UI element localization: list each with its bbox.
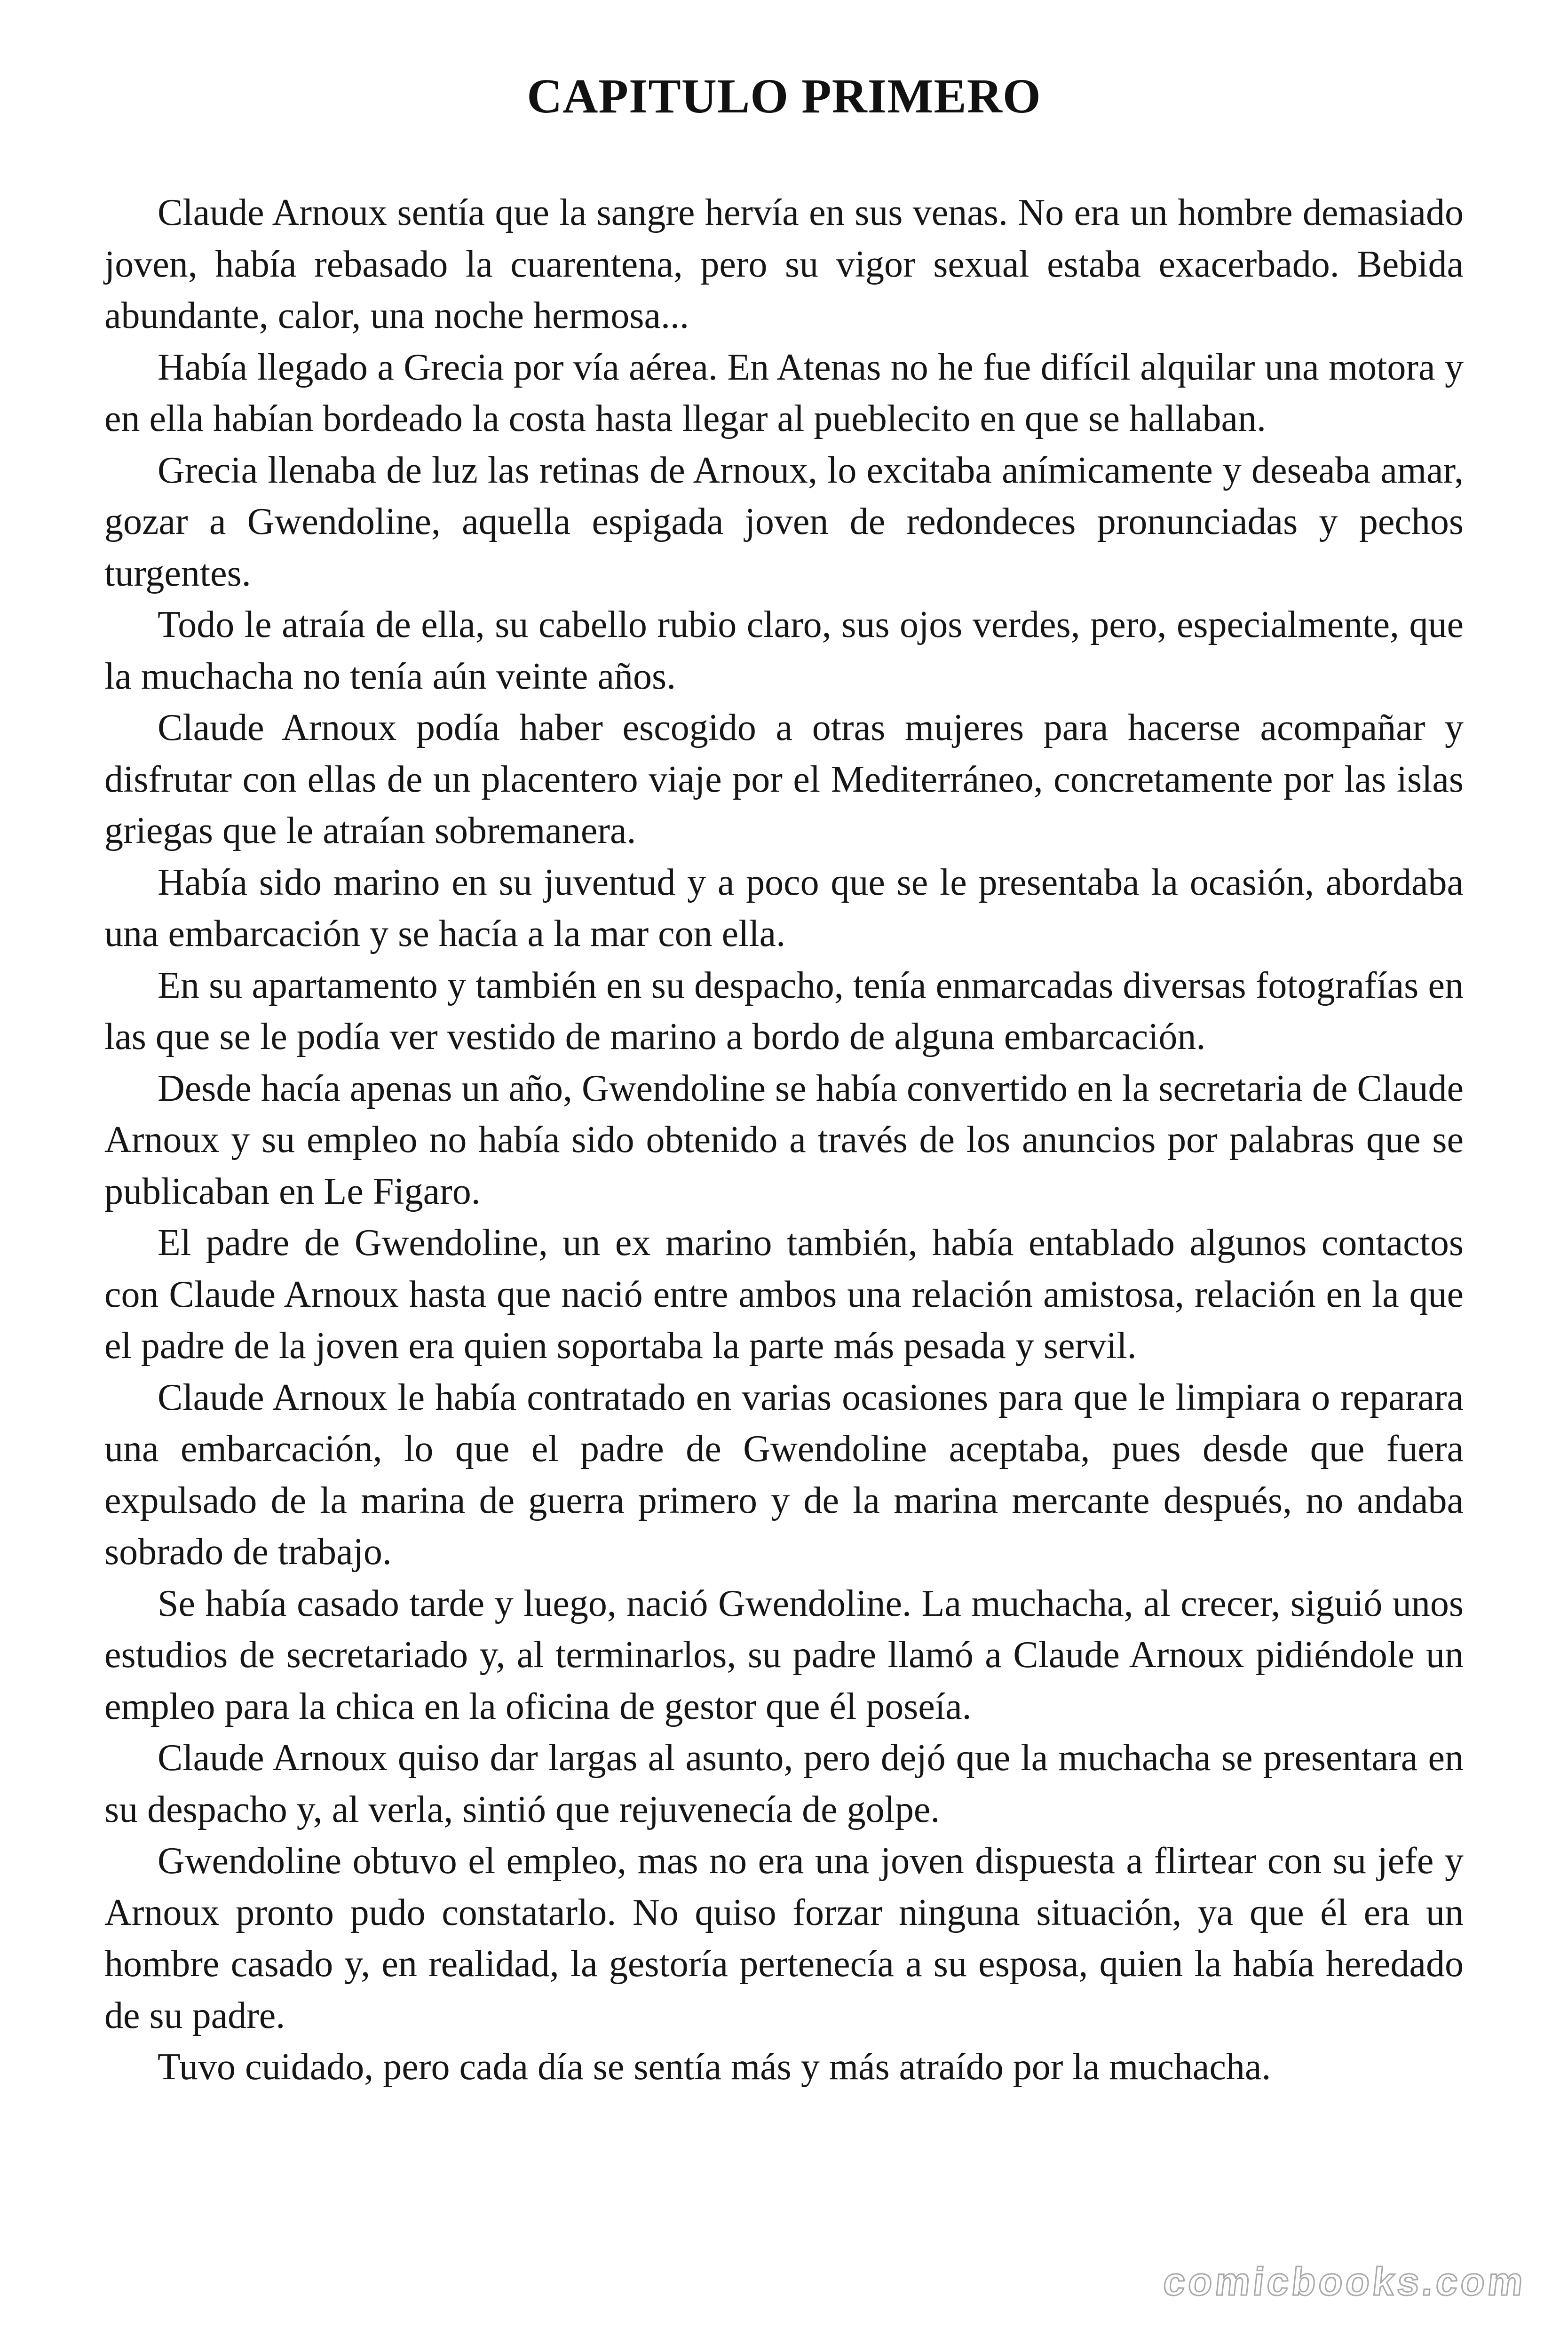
paragraph: Claude Arnoux podía haber escogido a otras mujeres para hacerse acompañar y disfrutar con ellas de un placentero viaje por el Mediterráneo, concretamente por las islas griegas que le atraían sobremanera.: [104, 707, 1464, 851]
paragraph: Desde hacía apenas un año, Gwendoline se había convertido en la secretaria de Claude Arnoux y su empleo no había sido obtenido a través de los anuncios por palabras que se publicaban en Le Figaro.: [104, 1067, 1464, 1212]
paragraph: Tuvo cuidado, pero cada día se sentía más y más atraído por la muchacha.: [158, 2046, 1271, 2088]
paragraph: Todo le atraía de ella, su cabello rubio claro, sus ojos verdes, pero, especialmente, que la muchacha no tenía aún veinte años.: [104, 604, 1464, 697]
paragraph: Grecia llenaba de luz las retinas de Arnoux, lo excitaba anímicamente y deseaba amar, gozar a Gwendoline, aquella espigada joven de redondeces pronunciadas y pechos turgentes.: [104, 449, 1464, 594]
paragraph: Claude Arnoux le había contratado en varias ocasiones para que le limpiara o reparara una embarcación, lo que el padre de Gwendoline aceptaba, pues desde que fuera expulsado de la marina de guerra primero y de la marina mercante después, no andaba sobrado de trabajo.: [104, 1376, 1464, 1573]
chapter-body: [104, 187, 1464, 2093]
chapter-title: CAPITULO PRIMERO: [527, 69, 1041, 123]
paragraph: El padre de Gwendoline, un ex marino también, había entablado algunos contactos con Claude Arnoux hasta que nació entre ambos una relación amistosa, relación en la que el padre de la joven era quien soportaba la parte más pesada y servil.: [104, 1222, 1464, 1367]
paragraph: Había llegado a Grecia por vía aérea. En Atenas no he fue difícil alquilar una motora y en ella habían bordeado la costa hasta llegar al pueblecito en que se hallaban.: [104, 346, 1464, 439]
paragraph: Se había casado tarde y luego, nació Gwendoline. La muchacha, al crecer, siguió unos estudios de secretariado y, al terminarlos, su padre llamó a Claude Arnoux pidiéndole un empleo para la chica en la oficina de gestor que él poseía.: [104, 1582, 1464, 1727]
paragraph: Gwendoline obtuvo el empleo, mas no era una joven dispuesta a flirtear con su jefe y Arnoux pronto pudo constatarlo. No quiso forzar ninguna situación, ya que él era un hombre casado y, en realidad, la gestoría pertenecía a su esposa, quien la había heredado de su padre.: [104, 1840, 1464, 2036]
paragraph: En su apartamento y también en su despacho, tenía enmarcadas diversas fotografías en las que se le podía ver vestido de marino a bordo de alguna embarcación.: [104, 964, 1464, 1057]
paragraph: Claude Arnoux sentía que la sangre hervía en sus venas. No era un hombre demasiado joven, había rebasado la cuarentena, pero su vigor sexual estaba exacerbado. Bebida abundante, calor, una noche hermosa...: [104, 192, 1464, 336]
paragraph: Claude Arnoux quiso dar largas al asunto, pero dejó que la muchacha se presentara en su despacho y, al verla, sintió que rejuvenecía de golpe.: [104, 1737, 1464, 1830]
watermark-logo: comicbooks.com: [1161, 2259, 1528, 2304]
paragraph: Había sido marino en su juventud y a poco que se le presentaba la ocasión, abordaba una embarcación y se hacía a la mar con ella.: [104, 861, 1464, 954]
